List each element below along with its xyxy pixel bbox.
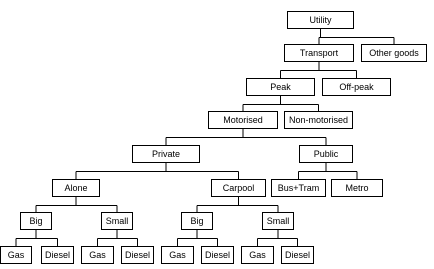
node-carpool-big-diesel: Diesel <box>201 246 234 264</box>
node-off-peak: Off-peak <box>322 78 391 96</box>
node-alone: Alone <box>52 179 100 197</box>
node-non-motorised: Non-motorised <box>284 111 353 129</box>
node-transport: Transport <box>284 44 354 62</box>
node-carpool-small-gas: Gas <box>241 246 274 264</box>
node-alone-small-diesel: Diesel <box>121 246 154 264</box>
node-carpool-small: Small <box>262 212 294 230</box>
node-alone-big-gas: Gas <box>0 246 32 264</box>
node-private: Private <box>132 145 200 163</box>
node-carpool-small-diesel: Diesel <box>281 246 314 264</box>
node-alone-small: Small <box>101 212 133 230</box>
node-carpool: Carpool <box>211 179 266 197</box>
node-bus-tram: Bus+Tram <box>271 179 326 197</box>
node-motorised: Motorised <box>208 111 278 129</box>
node-public: Public <box>299 145 353 163</box>
node-carpool-big: Big <box>181 212 213 230</box>
node-alone-big-diesel: Diesel <box>41 246 74 264</box>
node-alone-small-gas: Gas <box>81 246 114 264</box>
node-metro: Metro <box>331 179 383 197</box>
node-utility: Utility <box>287 11 354 29</box>
node-carpool-big-gas: Gas <box>161 246 194 264</box>
node-other-goods: Other goods <box>361 44 427 62</box>
node-alone-big: Big <box>20 212 52 230</box>
node-peak: Peak <box>246 78 315 96</box>
